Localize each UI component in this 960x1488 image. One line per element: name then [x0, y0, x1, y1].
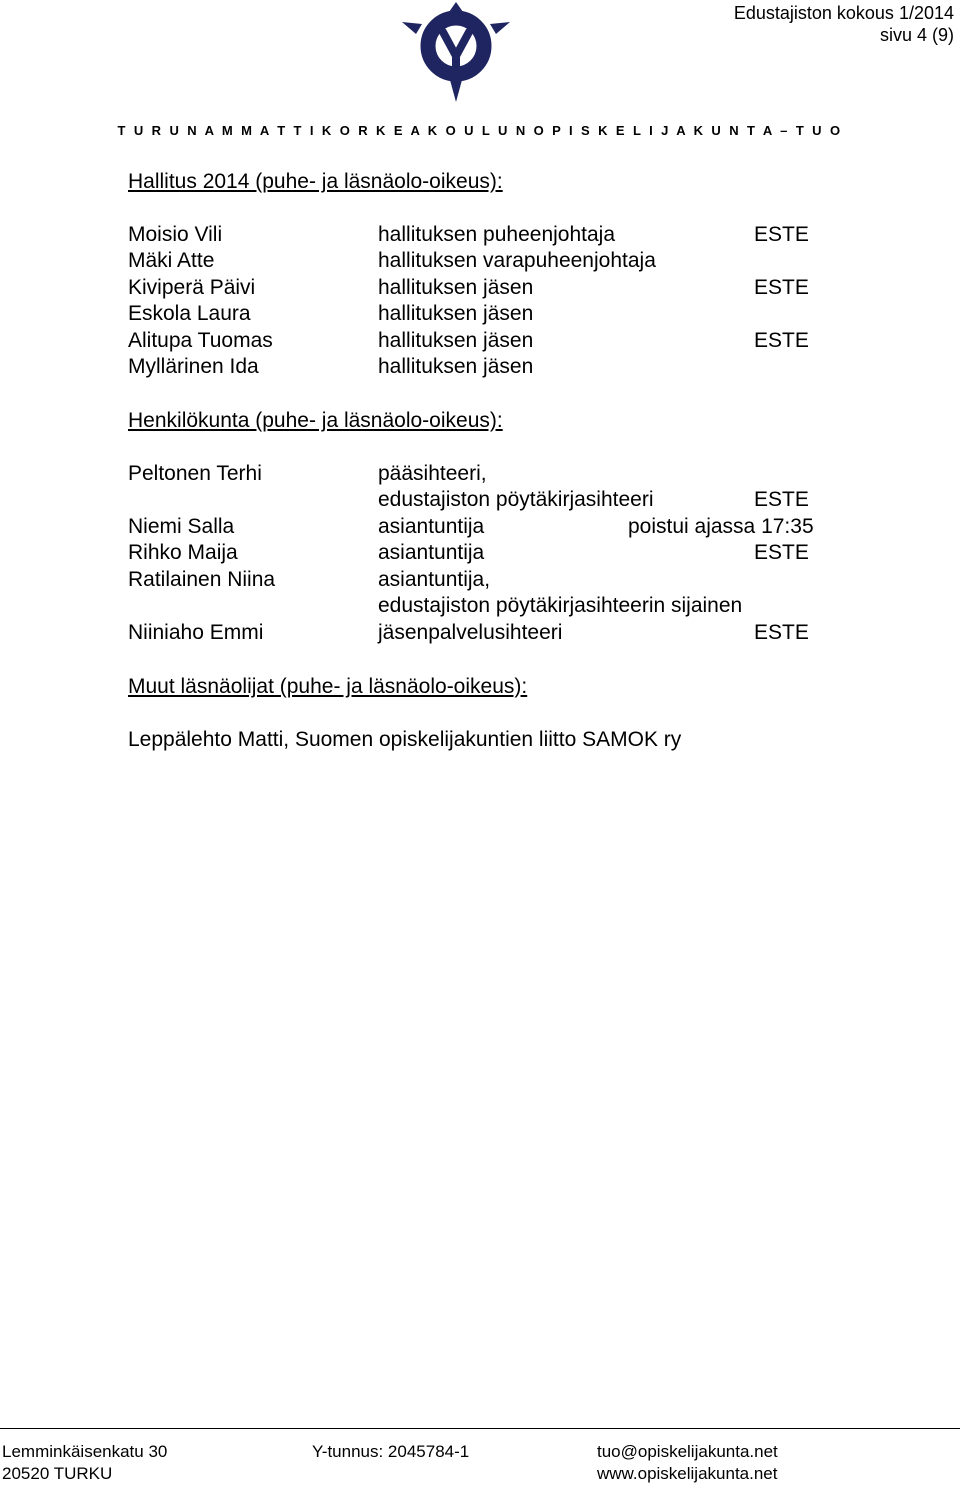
- member-role: hallituksen jäsen: [378, 328, 534, 352]
- member-role: hallituksen jäsen: [378, 275, 534, 299]
- footer-contact: [597, 1441, 778, 1485]
- staff-name: Ratilainen Niina: [128, 567, 276, 591]
- staff-role: edustajiston pöytäkirjasihteerin sijainen: [378, 594, 743, 617]
- staff-section-title: Henkilökunta (puhe- ja läsnäolo-oikeus):: [128, 409, 503, 432]
- staff-role: pääsihteeri,: [378, 461, 487, 485]
- board-member-row: [128, 301, 928, 328]
- staff-name: Niemi Salla: [128, 514, 235, 538]
- organization-name: T U R U N A M M A T T I K O R K E A K O U L U N O P I S K E L I J A K U N T A – T U O: [117, 123, 843, 138]
- footer-postal: 20520 TURKU: [2, 1464, 113, 1483]
- staff-role: jäsenpalvelusihteeri: [378, 620, 563, 644]
- staff-row: [128, 540, 928, 567]
- footer-divider: [0, 1428, 960, 1429]
- staff-row: [128, 461, 928, 488]
- footer-street: Lemminkäisenkatu 30: [2, 1442, 168, 1461]
- member-status: ESTE: [754, 275, 809, 299]
- meeting-info: [734, 2, 954, 46]
- member-name: Kiviperä Päivi: [128, 275, 256, 299]
- staff-status: ESTE: [754, 620, 809, 644]
- member-role: hallituksen jäsen: [378, 355, 534, 378]
- board-member-row: [128, 222, 928, 249]
- staff-status: ESTE: [754, 541, 809, 564]
- staff-name: Peltonen Terhi: [128, 461, 262, 485]
- footer-email: tuo@opiskelijakunta.net: [597, 1442, 778, 1461]
- member-role: hallituksen jäsen: [378, 302, 534, 325]
- member-status: ESTE: [754, 222, 809, 246]
- staff-role: asiantuntija: [378, 514, 485, 538]
- board-section-title: Hallitus 2014 (puhe- ja läsnäolo-oikeus):: [128, 170, 503, 193]
- footer-address: [2, 1441, 167, 1485]
- staff-row: [128, 620, 928, 647]
- board-member-row: [128, 275, 928, 302]
- member-role: hallituksen puheenjohtaja: [378, 222, 616, 246]
- staff-role: asiantuntija,: [378, 567, 491, 591]
- board-member-row: [128, 354, 928, 381]
- document-body: [128, 168, 928, 753]
- meeting-title: Edustajiston kokous 1/2014: [733, 3, 954, 23]
- board-member-row: [128, 328, 928, 355]
- member-name: Moisio Vili: [128, 222, 223, 246]
- staff-row: [128, 514, 928, 541]
- staff-row: [128, 593, 928, 620]
- member-name: Mäki Atte: [128, 249, 215, 272]
- staff-name: Rihko Maija: [128, 541, 238, 564]
- member-name: Alitupa Tuomas: [128, 328, 273, 352]
- staff-status: ESTE: [754, 488, 809, 511]
- board-member-row: [128, 248, 928, 275]
- business-id: Y-tunnus: 2045784-1: [312, 1442, 470, 1461]
- staff-role: asiantuntija: [378, 541, 485, 564]
- others-section-title: Muut läsnäolijat (puhe- ja läsnäolo-oikeus):: [128, 674, 528, 698]
- member-name: Eskola Laura: [128, 302, 251, 325]
- member-role: hallituksen varapuheenjohtaja: [378, 249, 656, 272]
- member-status: ESTE: [754, 328, 809, 352]
- staff-role: edustajiston pöytäkirjasihteeri: [378, 488, 654, 511]
- member-name: Myllärinen Ida: [128, 355, 259, 378]
- other-attendee: Leppälehto Matti, Suomen opiskelijakuntien liitto SAMOK ry: [128, 728, 682, 751]
- footer-website: www.opiskelijakunta.net: [597, 1464, 778, 1483]
- staff-row: [128, 567, 928, 594]
- organization-logo: [398, 2, 514, 106]
- page-number: sivu 4 (9): [879, 25, 954, 45]
- staff-name: Niiniaho Emmi: [128, 620, 264, 644]
- footer-business-id: [312, 1441, 469, 1463]
- staff-row: [128, 487, 928, 514]
- staff-note: poistui ajassa 17:35: [628, 514, 814, 538]
